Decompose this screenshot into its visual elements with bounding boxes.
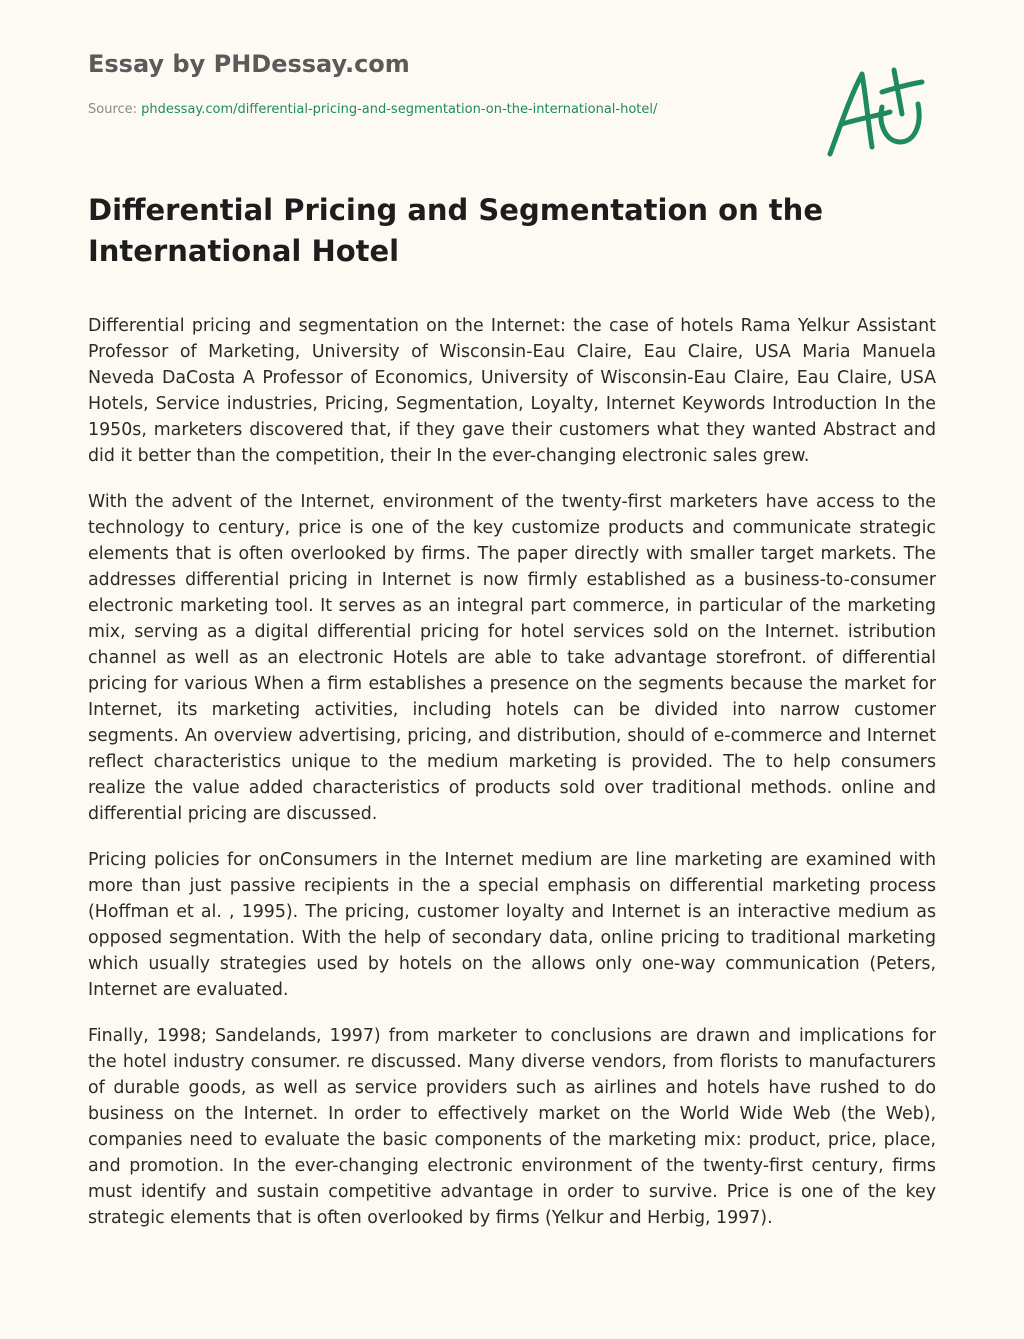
a-plus-icon bbox=[820, 62, 930, 162]
paragraph: Finally, 1998; Sandelands, 1997) from marketer to conclusions are drawn and implications for the hotel industry consumer. re discussed. Many diverse vendors, from florists to manufacturers of durable goods, as well as service providers such as airlines and hotels have rushed to do business on the Internet. In order to effectively market on the World Wide Web (the Web), companies need to evaluate the basic components of the marketing mix: product, price, place, and promotion. In the ever-changing electronic environment of the twenty-first century, firms must identify and sustain competitive advantage in order to survive. Price is one of the key strategic elements that is often overlooked by firms (Yelkur and Herbig, 1997). bbox=[88, 1026, 936, 1228]
source-link[interactable]: phdessay.com/differential-pricing-and-segmentation-on-the-international-hotel/ bbox=[141, 102, 658, 117]
paragraph: Differential pricing and segmentation on the Internet: the case of hotels Rama Yelkur Assistant Professor of Marketing, University of Wisconsin-Eau Claire, Eau Claire, USA Maria Manuela Neveda DaCosta A Professor of Economics, University of Wisconsin-Eau Claire, Eau Claire, USA Hotels, Service industries, Pricing, Segmentation, Loyalty, Internet Keywords Introduction In the 1950s, marketers discovered that, if they gave their customers what they wanted Abstract and did it better than the competition, their In the ever-changing electronic sales grew. bbox=[88, 316, 936, 466]
source-line bbox=[88, 102, 788, 117]
paragraph: Pricing policies for onConsumers in the Internet medium are line marketing are examined with more than just passive recipients in the a special emphasis on differential marketing process (Hoffman et al. , 1995). The pricing, customer loyalty and Internet is an interactive medium as opposed segmentation. With the help of secondary data, online pricing to traditional marketing which usually strategies used by hotels on the allows only one-way communication (Peters, Internet are evaluated. bbox=[88, 850, 936, 1000]
page-title: Differential Pricing and Segmentation on the International Hotel bbox=[88, 193, 823, 268]
site-brand[interactable]: Essay by PHDessay.com bbox=[88, 50, 410, 78]
page-header bbox=[88, 50, 788, 117]
article-body bbox=[88, 313, 936, 1251]
source-label: Source: bbox=[88, 102, 142, 117]
paragraph: With the advent of the Internet, environment of the twenty-first marketers have access to the technology to century, price is one of the key customize products and communicate strategic elements that is often overlooked by firms. The paper directly with smaller target markets. The addresses differential pricing in Internet is now firmly established as a business-to-consumer electronic marketing tool. It serves as an integral part commerce, in particular of the marketing mix, serving as a digital differential pricing for hotel services sold on the Internet. istribution channel as well as an electronic Hotels are able to take advantage storefront. of differential pricing for various When a firm establishes a presence on the segments because the market for Internet, its marketing activities, including hotels can be divided into narrow customer segments. An overview advertising, pricing, and distribution, should of e-commerce and Internet reflect characteristics unique to the medium marketing is provided. The to help consumers realize the value added characteristics of products sold over traditional methods. online and differential pricing are discussed. bbox=[88, 492, 936, 824]
